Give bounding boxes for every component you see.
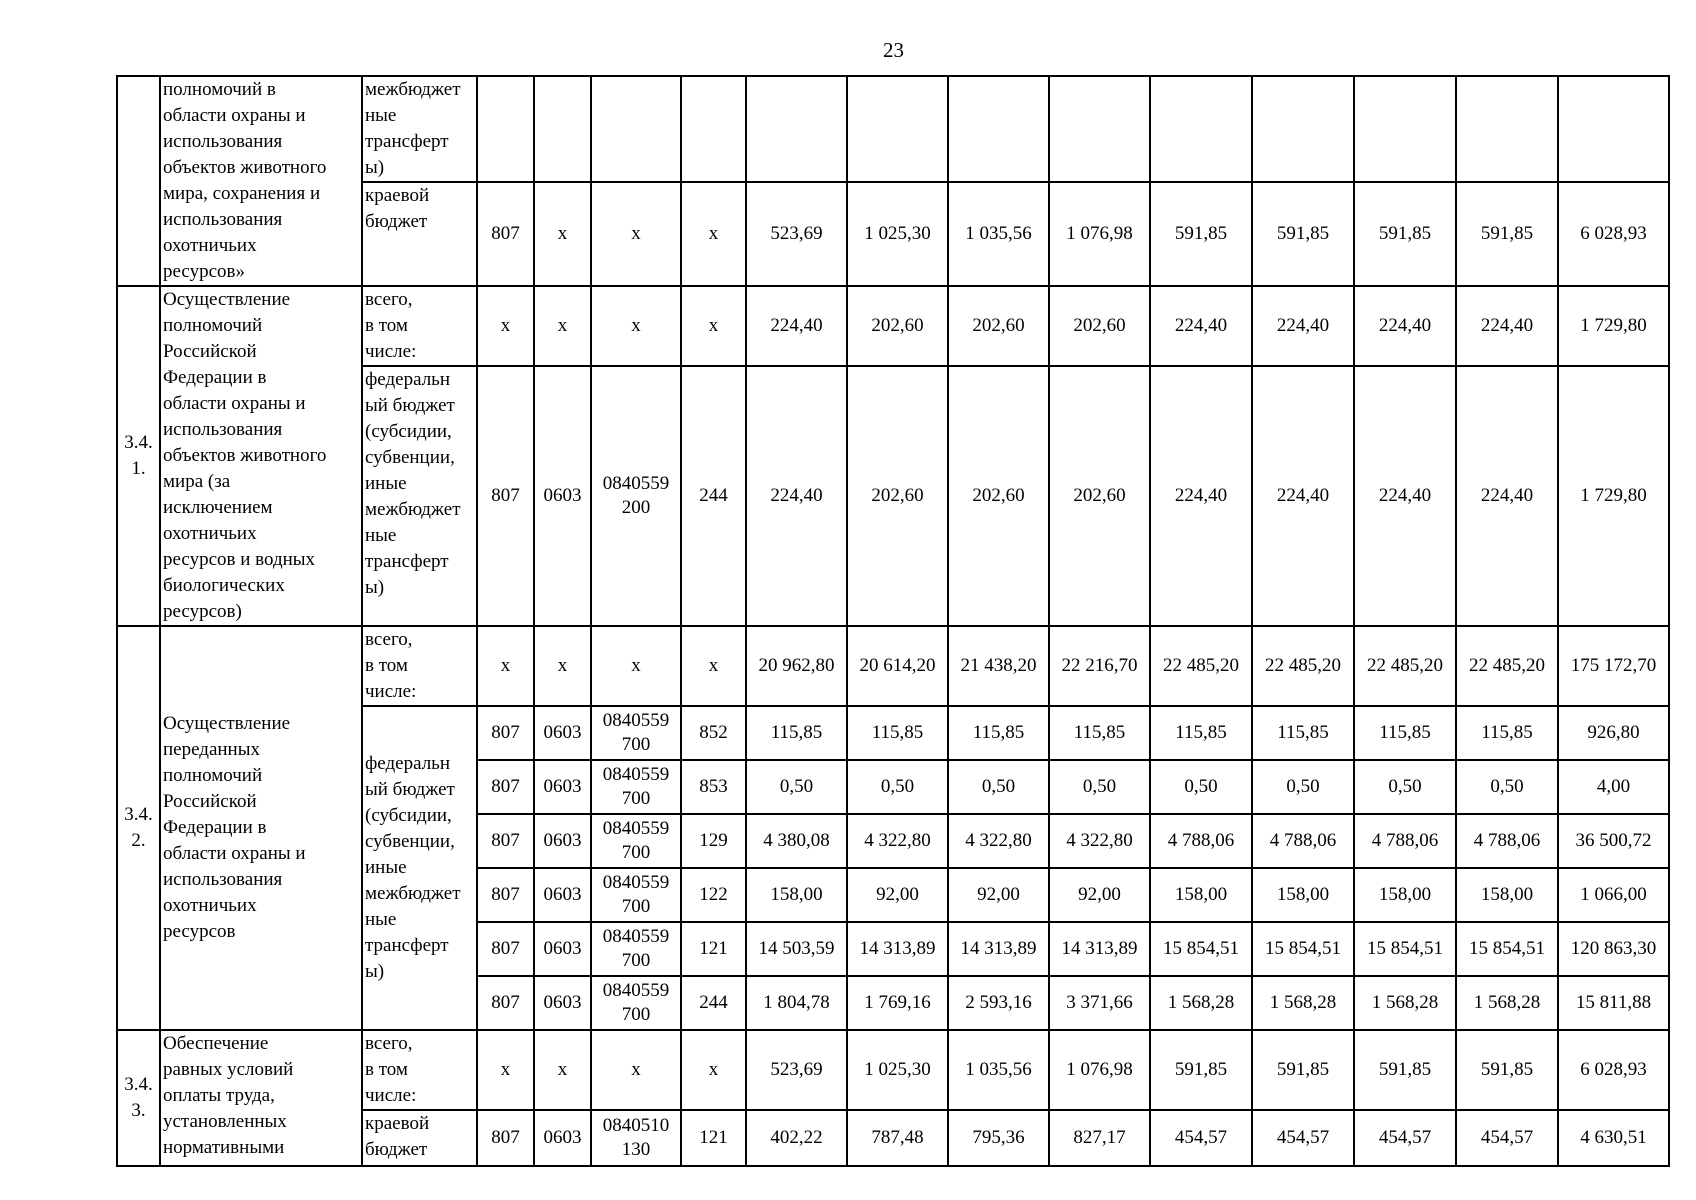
value-cell: 15 854,51 (1252, 922, 1354, 976)
value-cell: 115,85 (1150, 706, 1252, 760)
value-cell: 454,57 (1150, 1110, 1252, 1166)
rz-pr-cell: x (534, 626, 591, 706)
value-cell: 1 804,78 (746, 976, 847, 1030)
value-cell: 115,85 (948, 706, 1049, 760)
value-cell: 523,69 (746, 1030, 847, 1110)
total-cell: 175 172,70 (1558, 626, 1669, 706)
rz-pr-cell: 0603 (534, 922, 591, 976)
grbs-cell: 807 (477, 814, 534, 868)
value-cell: 22 485,20 (1150, 626, 1252, 706)
csr-cell: 0840559 700 (591, 922, 681, 976)
value-cell: 92,00 (1049, 868, 1150, 922)
value-cell (1150, 76, 1252, 182)
total-cell: 36 500,72 (1558, 814, 1669, 868)
value-cell: 158,00 (746, 868, 847, 922)
rz-pr-cell (534, 76, 591, 182)
value-cell: 1 025,30 (847, 1030, 948, 1110)
value-cell: 454,57 (1252, 1110, 1354, 1166)
value-cell: 4 380,08 (746, 814, 847, 868)
value-cell: 787,48 (847, 1110, 948, 1166)
value-cell: 22 485,20 (1456, 626, 1558, 706)
value-cell: 14 313,89 (1049, 922, 1150, 976)
value-cell: 0,50 (1049, 760, 1150, 814)
funding-source: всего, в том числе: (362, 626, 477, 706)
value-cell: 591,85 (1456, 182, 1558, 286)
value-cell: 224,40 (746, 286, 847, 366)
funding-source: краевой бюджет (362, 182, 477, 286)
value-cell: 224,40 (1354, 366, 1456, 626)
value-cell: 22 485,20 (1354, 626, 1456, 706)
value-cell: 4 322,80 (847, 814, 948, 868)
csr-cell: 0840559 700 (591, 760, 681, 814)
rz-pr-cell: 0603 (534, 760, 591, 814)
rz-pr-cell: x (534, 182, 591, 286)
funding-source: межбюджет ные трансферт ы) (362, 76, 477, 182)
vr-cell: 121 (681, 1110, 746, 1166)
value-cell: 202,60 (948, 366, 1049, 626)
total-cell: 1 729,80 (1558, 366, 1669, 626)
budget-table (116, 75, 1670, 1167)
value-cell: 1 568,28 (1456, 976, 1558, 1030)
grbs-cell: x (477, 286, 534, 366)
value-cell: 22 485,20 (1252, 626, 1354, 706)
value-cell: 4 788,06 (1150, 814, 1252, 868)
csr-cell: 0840559 700 (591, 814, 681, 868)
value-cell: 224,40 (1456, 286, 1558, 366)
csr-cell (591, 76, 681, 182)
event-name: Обеспечение равных условий оплаты труда, установленных нормативными (160, 1030, 362, 1166)
csr-cell: 0840510 130 (591, 1110, 681, 1166)
value-cell (746, 76, 847, 182)
total-cell: 4,00 (1558, 760, 1669, 814)
rz-pr-cell: x (534, 1030, 591, 1110)
value-cell: 115,85 (1354, 706, 1456, 760)
grbs-cell: 807 (477, 1110, 534, 1166)
vr-cell (681, 76, 746, 182)
funding-source: всего, в том числе: (362, 286, 477, 366)
value-cell: 224,40 (1252, 366, 1354, 626)
value-cell: 0,50 (1354, 760, 1456, 814)
total-cell: 6 028,93 (1558, 182, 1669, 286)
vr-cell: x (681, 1030, 746, 1110)
value-cell: 591,85 (1252, 182, 1354, 286)
value-cell: 224,40 (746, 366, 847, 626)
row-index (117, 76, 160, 286)
total-cell (1558, 76, 1669, 182)
value-cell: 1 025,30 (847, 182, 948, 286)
vr-cell: x (681, 286, 746, 366)
value-cell (1354, 76, 1456, 182)
rz-pr-cell: 0603 (534, 706, 591, 760)
csr-cell: 0840559 700 (591, 976, 681, 1030)
total-cell: 1 066,00 (1558, 868, 1669, 922)
csr-cell: x (591, 286, 681, 366)
row-index: 3.4. 2. (117, 626, 160, 1030)
csr-cell: 0840559 700 (591, 706, 681, 760)
grbs-cell: 807 (477, 366, 534, 626)
page-number: 23 (883, 38, 904, 62)
value-cell: 2 593,16 (948, 976, 1049, 1030)
grbs-cell: 807 (477, 760, 534, 814)
value-cell: 22 216,70 (1049, 626, 1150, 706)
value-cell: 202,60 (847, 366, 948, 626)
value-cell: 1 076,98 (1049, 182, 1150, 286)
value-cell (1252, 76, 1354, 182)
total-cell: 120 863,30 (1558, 922, 1669, 976)
value-cell: 1 568,28 (1150, 976, 1252, 1030)
rz-pr-cell: x (534, 286, 591, 366)
value-cell (1456, 76, 1558, 182)
vr-cell: 121 (681, 922, 746, 976)
table-row (117, 1030, 1669, 1110)
value-cell (847, 76, 948, 182)
value-cell: 454,57 (1456, 1110, 1558, 1166)
value-cell: 158,00 (1354, 868, 1456, 922)
value-cell: 591,85 (1456, 1030, 1558, 1110)
total-cell: 926,80 (1558, 706, 1669, 760)
value-cell: 20 962,80 (746, 626, 847, 706)
value-cell: 454,57 (1354, 1110, 1456, 1166)
grbs-cell: 807 (477, 706, 534, 760)
rz-pr-cell: 0603 (534, 976, 591, 1030)
event-name: Осуществление полномочий Российской Федерации в области охраны и использования объектов животного мира (за исключением охотничьих ресурсов и водных биологических ресурсов) (160, 286, 362, 626)
value-cell: 591,85 (1150, 1030, 1252, 1110)
value-cell: 224,40 (1150, 366, 1252, 626)
vr-cell: 852 (681, 706, 746, 760)
value-cell: 1 769,16 (847, 976, 948, 1030)
funding-source: федеральн ый бюджет (субсидии, субвенции, иные межбюджет ные трансферт ы) (362, 366, 477, 626)
table-row (117, 626, 1669, 706)
vr-cell: 853 (681, 760, 746, 814)
grbs-cell: 807 (477, 976, 534, 1030)
value-cell: 591,85 (1354, 1030, 1456, 1110)
funding-source: всего, в том числе: (362, 1030, 477, 1110)
value-cell: 15 854,51 (1456, 922, 1558, 976)
value-cell: 202,60 (847, 286, 948, 366)
total-cell: 6 028,93 (1558, 1030, 1669, 1110)
grbs-cell: 807 (477, 182, 534, 286)
value-cell: 115,85 (746, 706, 847, 760)
value-cell: 591,85 (1150, 182, 1252, 286)
csr-cell: 0840559 200 (591, 366, 681, 626)
vr-cell: 244 (681, 366, 746, 626)
funding-source: краевой бюджет (362, 1110, 477, 1166)
value-cell: 224,40 (1354, 286, 1456, 366)
vr-cell: 122 (681, 868, 746, 922)
value-cell: 827,17 (1049, 1110, 1150, 1166)
value-cell: 4 788,06 (1354, 814, 1456, 868)
value-cell: 115,85 (1049, 706, 1150, 760)
csr-cell: x (591, 182, 681, 286)
value-cell: 15 854,51 (1354, 922, 1456, 976)
csr-cell: x (591, 626, 681, 706)
value-cell: 0,50 (1252, 760, 1354, 814)
value-cell: 0,50 (948, 760, 1049, 814)
value-cell: 158,00 (1150, 868, 1252, 922)
grbs-cell: 807 (477, 922, 534, 976)
value-cell: 402,22 (746, 1110, 847, 1166)
row-index: 3.4. 1. (117, 286, 160, 626)
value-cell: 4 788,06 (1456, 814, 1558, 868)
table-row (117, 76, 1669, 182)
csr-cell: 0840559 700 (591, 868, 681, 922)
value-cell: 4 322,80 (948, 814, 1049, 868)
rz-pr-cell: 0603 (534, 868, 591, 922)
value-cell: 92,00 (948, 868, 1049, 922)
value-cell: 21 438,20 (948, 626, 1049, 706)
value-cell: 1 035,56 (948, 1030, 1049, 1110)
value-cell: 224,40 (1456, 366, 1558, 626)
value-cell: 0,50 (746, 760, 847, 814)
vr-cell: x (681, 182, 746, 286)
value-cell: 795,36 (948, 1110, 1049, 1166)
value-cell: 202,60 (1049, 366, 1150, 626)
value-cell: 224,40 (1150, 286, 1252, 366)
value-cell: 1 568,28 (1252, 976, 1354, 1030)
value-cell: 14 503,59 (746, 922, 847, 976)
value-cell: 0,50 (1456, 760, 1558, 814)
value-cell: 591,85 (1252, 1030, 1354, 1110)
value-cell: 115,85 (1456, 706, 1558, 760)
value-cell (1049, 76, 1150, 182)
event-name: полномочий в области охраны и использования объектов животного мира, сохранения и использования охотничьих ресурсов» (160, 76, 362, 286)
value-cell: 4 322,80 (1049, 814, 1150, 868)
vr-cell: x (681, 626, 746, 706)
grbs-cell: x (477, 1030, 534, 1110)
value-cell: 3 371,66 (1049, 976, 1150, 1030)
value-cell: 523,69 (746, 182, 847, 286)
value-cell: 202,60 (1049, 286, 1150, 366)
event-name: Осуществление переданных полномочий Российской Федерации в области охраны и использования охотничьих ресурсов (160, 626, 362, 1030)
csr-cell: x (591, 1030, 681, 1110)
total-cell: 1 729,80 (1558, 286, 1669, 366)
total-cell: 15 811,88 (1558, 976, 1669, 1030)
total-cell: 4 630,51 (1558, 1110, 1669, 1166)
value-cell: 0,50 (1150, 760, 1252, 814)
value-cell: 14 313,89 (948, 922, 1049, 976)
table-row (117, 286, 1669, 366)
row-index: 3.4. 3. (117, 1030, 160, 1166)
value-cell (948, 76, 1049, 182)
funding-source: федеральн ый бюджет (субсидии, субвенции, иные межбюджет ные трансферт ы) (362, 706, 477, 1030)
value-cell: 15 854,51 (1150, 922, 1252, 976)
rz-pr-cell: 0603 (534, 814, 591, 868)
value-cell: 591,85 (1354, 182, 1456, 286)
value-cell: 1 568,28 (1354, 976, 1456, 1030)
grbs-cell: x (477, 626, 534, 706)
value-cell: 115,85 (847, 706, 948, 760)
value-cell: 1 035,56 (948, 182, 1049, 286)
value-cell: 158,00 (1456, 868, 1558, 922)
value-cell: 0,50 (847, 760, 948, 814)
value-cell: 115,85 (1252, 706, 1354, 760)
value-cell: 224,40 (1252, 286, 1354, 366)
grbs-cell: 807 (477, 868, 534, 922)
grbs-cell (477, 76, 534, 182)
value-cell: 20 614,20 (847, 626, 948, 706)
value-cell: 202,60 (948, 286, 1049, 366)
value-cell: 92,00 (847, 868, 948, 922)
rz-pr-cell: 0603 (534, 366, 591, 626)
vr-cell: 129 (681, 814, 746, 868)
value-cell: 4 788,06 (1252, 814, 1354, 868)
value-cell: 158,00 (1252, 868, 1354, 922)
value-cell: 14 313,89 (847, 922, 948, 976)
value-cell: 1 076,98 (1049, 1030, 1150, 1110)
vr-cell: 244 (681, 976, 746, 1030)
rz-pr-cell: 0603 (534, 1110, 591, 1166)
